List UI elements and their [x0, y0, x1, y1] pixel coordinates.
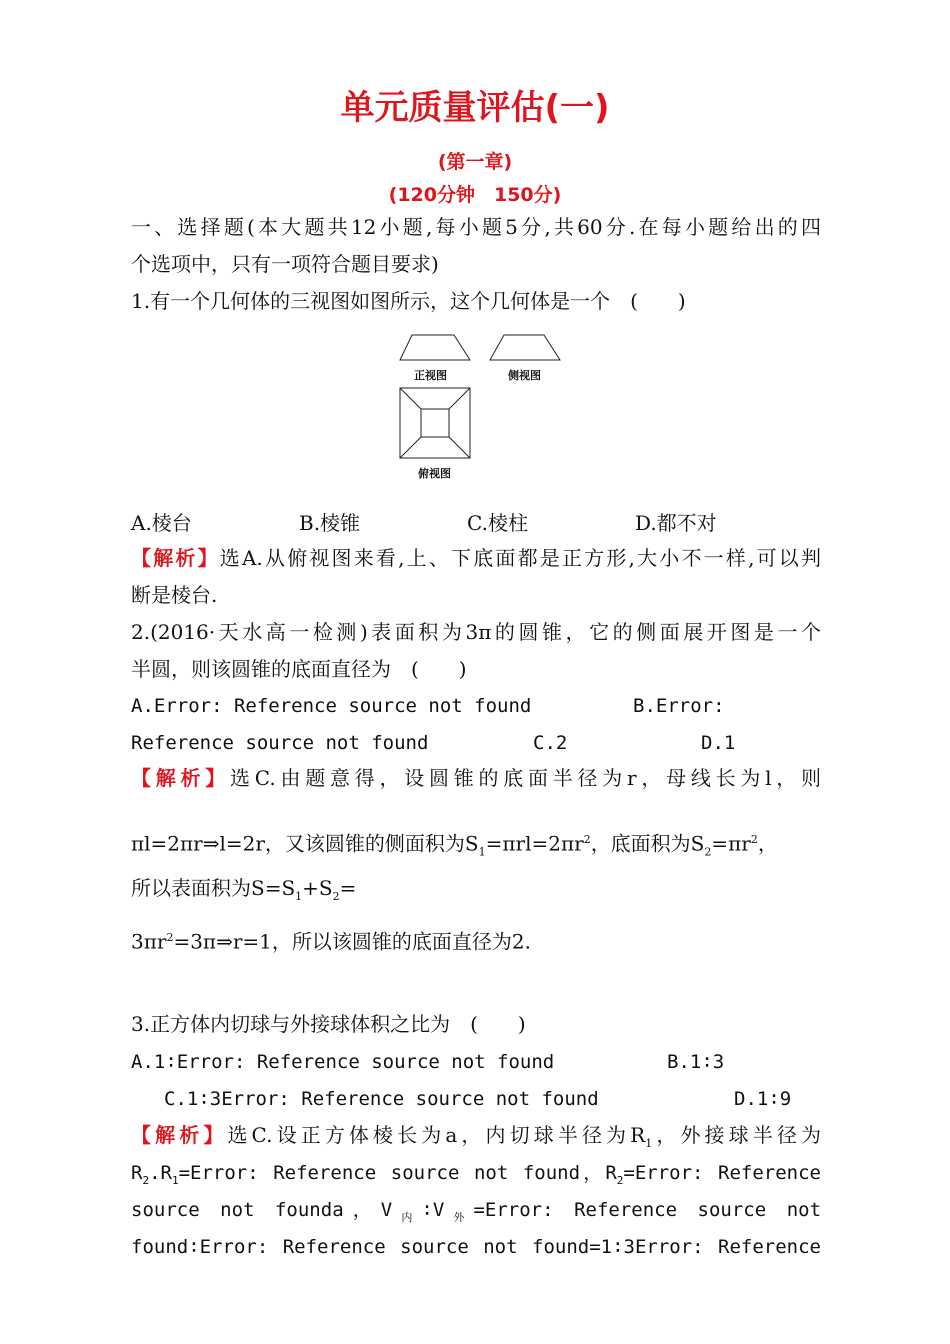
q3-option-b: B.1∶3 — [667, 1051, 725, 1073]
q3-analysis-line4: found∶Error: Reference source not found=1∶3Error: Reference — [131, 1236, 821, 1258]
formula-part: ，底面积为S — [590, 831, 705, 856]
formula-part: = — [339, 876, 357, 900]
q3-analysis-text: 选C.设正方体棱长为a，内切球半径为R — [227, 1123, 646, 1147]
formula-part: =Error: Reference — [623, 1162, 821, 1184]
formula-part: .R — [149, 1162, 172, 1184]
top-view-edge — [400, 388, 421, 409]
q3-analysis-line2 — [131, 1160, 821, 1194]
q2-analysis-line2 — [131, 827, 821, 866]
superscript: 2 — [583, 833, 591, 846]
formula-part: 所以表面积为S=S — [131, 876, 296, 900]
q2-option-c: C.2 — [533, 732, 568, 754]
q3-analysis-line1 — [131, 1122, 821, 1157]
superscript: 2 — [750, 833, 758, 846]
formula-part: ， — [757, 831, 778, 856]
q1-option-b: B.棱锥 — [299, 511, 361, 535]
section-instructions-line2: 个选项中，只有一项符合题目要求) — [131, 252, 439, 276]
q3-analysis-tag: 【解析】 — [131, 1123, 228, 1147]
q2-analysis-text: 选C.由题意得，设圆锥的底面半径为r，母线长为l，则 — [230, 766, 821, 790]
q1-analysis-line2: 断是棱台. — [131, 583, 218, 607]
front-view-trapezoid — [400, 335, 470, 360]
formula-part: =πr — [711, 831, 751, 856]
time-score-label: (120分钟 150分) — [388, 184, 562, 206]
q3-stem: 3.正方体内切球与外接球体积之比为 ( ) — [131, 1012, 526, 1036]
top-view-edge — [449, 388, 470, 409]
formula-part: πl=2πr⇒l=2r，又该圆锥的侧面积为S — [131, 831, 479, 856]
side-view-label: 侧视图 — [508, 369, 541, 382]
front-view-label: 正视图 — [414, 369, 447, 382]
q3-option-a: A.1∶Error: Reference source not found — [131, 1051, 555, 1073]
q3-option-d: D.1∶9 — [734, 1088, 792, 1110]
top-view-edge — [449, 437, 470, 458]
q2-analysis-tag: 【解析】 — [131, 766, 231, 790]
top-view-inner-square — [421, 409, 449, 437]
page-title: 单元质量评估(一) — [340, 88, 610, 128]
q3-option-c: C.1∶3Error: Reference source not found — [164, 1088, 599, 1110]
formula-part: 3πr — [131, 929, 167, 954]
q1-analysis-line1 — [131, 545, 821, 571]
formula-part: source not founda，V — [131, 1199, 393, 1221]
subscript: 1 — [645, 1137, 653, 1150]
q1-analysis-text: 选A.从俯视图来看,上、下底面都是正方形,大小不一样,可以判 — [219, 546, 821, 570]
q2-stem-line2: 半圆，则该圆锥的底面直径为 ( ) — [131, 657, 467, 681]
subscript: 2 — [142, 1173, 150, 1187]
formula-part: R — [131, 1162, 143, 1184]
q2-analysis-line1 — [131, 765, 821, 791]
q1-stem: 1.有一个几何体的三视图如图所示，这个几何体是一个 ( ) — [131, 289, 686, 313]
q2-analysis-line3 — [131, 875, 821, 910]
formula-part: =Error: Reference source not found，R — [178, 1162, 617, 1184]
formula-part: ∶V — [421, 1199, 445, 1221]
section-instructions-line1: 一、选择题(本大题共12小题,每小题5分,共60分.在每小题给出的四 — [131, 215, 821, 239]
q1-option-d: D.都不对 — [635, 511, 717, 535]
subscript: 外 — [444, 1210, 474, 1224]
formula-part: =πrl=2πr — [485, 831, 584, 856]
q2-option-a: A.Error: Reference source not found — [131, 695, 532, 717]
formula-part: =Error: Reference source not — [473, 1199, 822, 1221]
subscript: 2 — [616, 1173, 624, 1187]
top-view-label: 俯视图 — [418, 467, 451, 480]
q3-analysis-line3 — [131, 1197, 821, 1231]
subscript: 1 — [171, 1173, 179, 1187]
superscript: 2 — [166, 931, 174, 944]
side-view-trapezoid — [490, 335, 560, 360]
chapter-label: (第一章) — [437, 151, 513, 173]
subscript: 2 — [704, 845, 712, 859]
q1-analysis-tag: 【解析】 — [131, 546, 220, 570]
q2-option-b: B.Error: — [633, 695, 725, 717]
q2-analysis-line4 — [131, 925, 821, 955]
three-view-drawing — [396, 325, 566, 485]
q3-analysis-text: ，外接球半径为 — [652, 1123, 821, 1147]
q2-option-d: D.1 — [701, 732, 736, 754]
formula-part: +S — [302, 876, 333, 900]
q2-stem-line1: 2.(2016·天水高一检测)表面积为3π的圆锥，它的侧面展开图是一个 — [131, 620, 821, 644]
subscript: 2 — [332, 890, 340, 903]
three-view-figure — [396, 325, 566, 489]
top-view-edge — [400, 437, 421, 458]
formula-part: =3π⇒r=1，所以该圆锥的底面直径为2. — [173, 929, 531, 954]
subscript: 1 — [295, 890, 303, 903]
q1-option-c: C.棱柱 — [467, 511, 528, 535]
q1-option-a: A.棱台 — [131, 511, 192, 535]
q2-option-b-cont: Reference source not found — [131, 732, 429, 754]
subscript: 1 — [478, 845, 486, 859]
subscript: 内 — [392, 1210, 422, 1224]
